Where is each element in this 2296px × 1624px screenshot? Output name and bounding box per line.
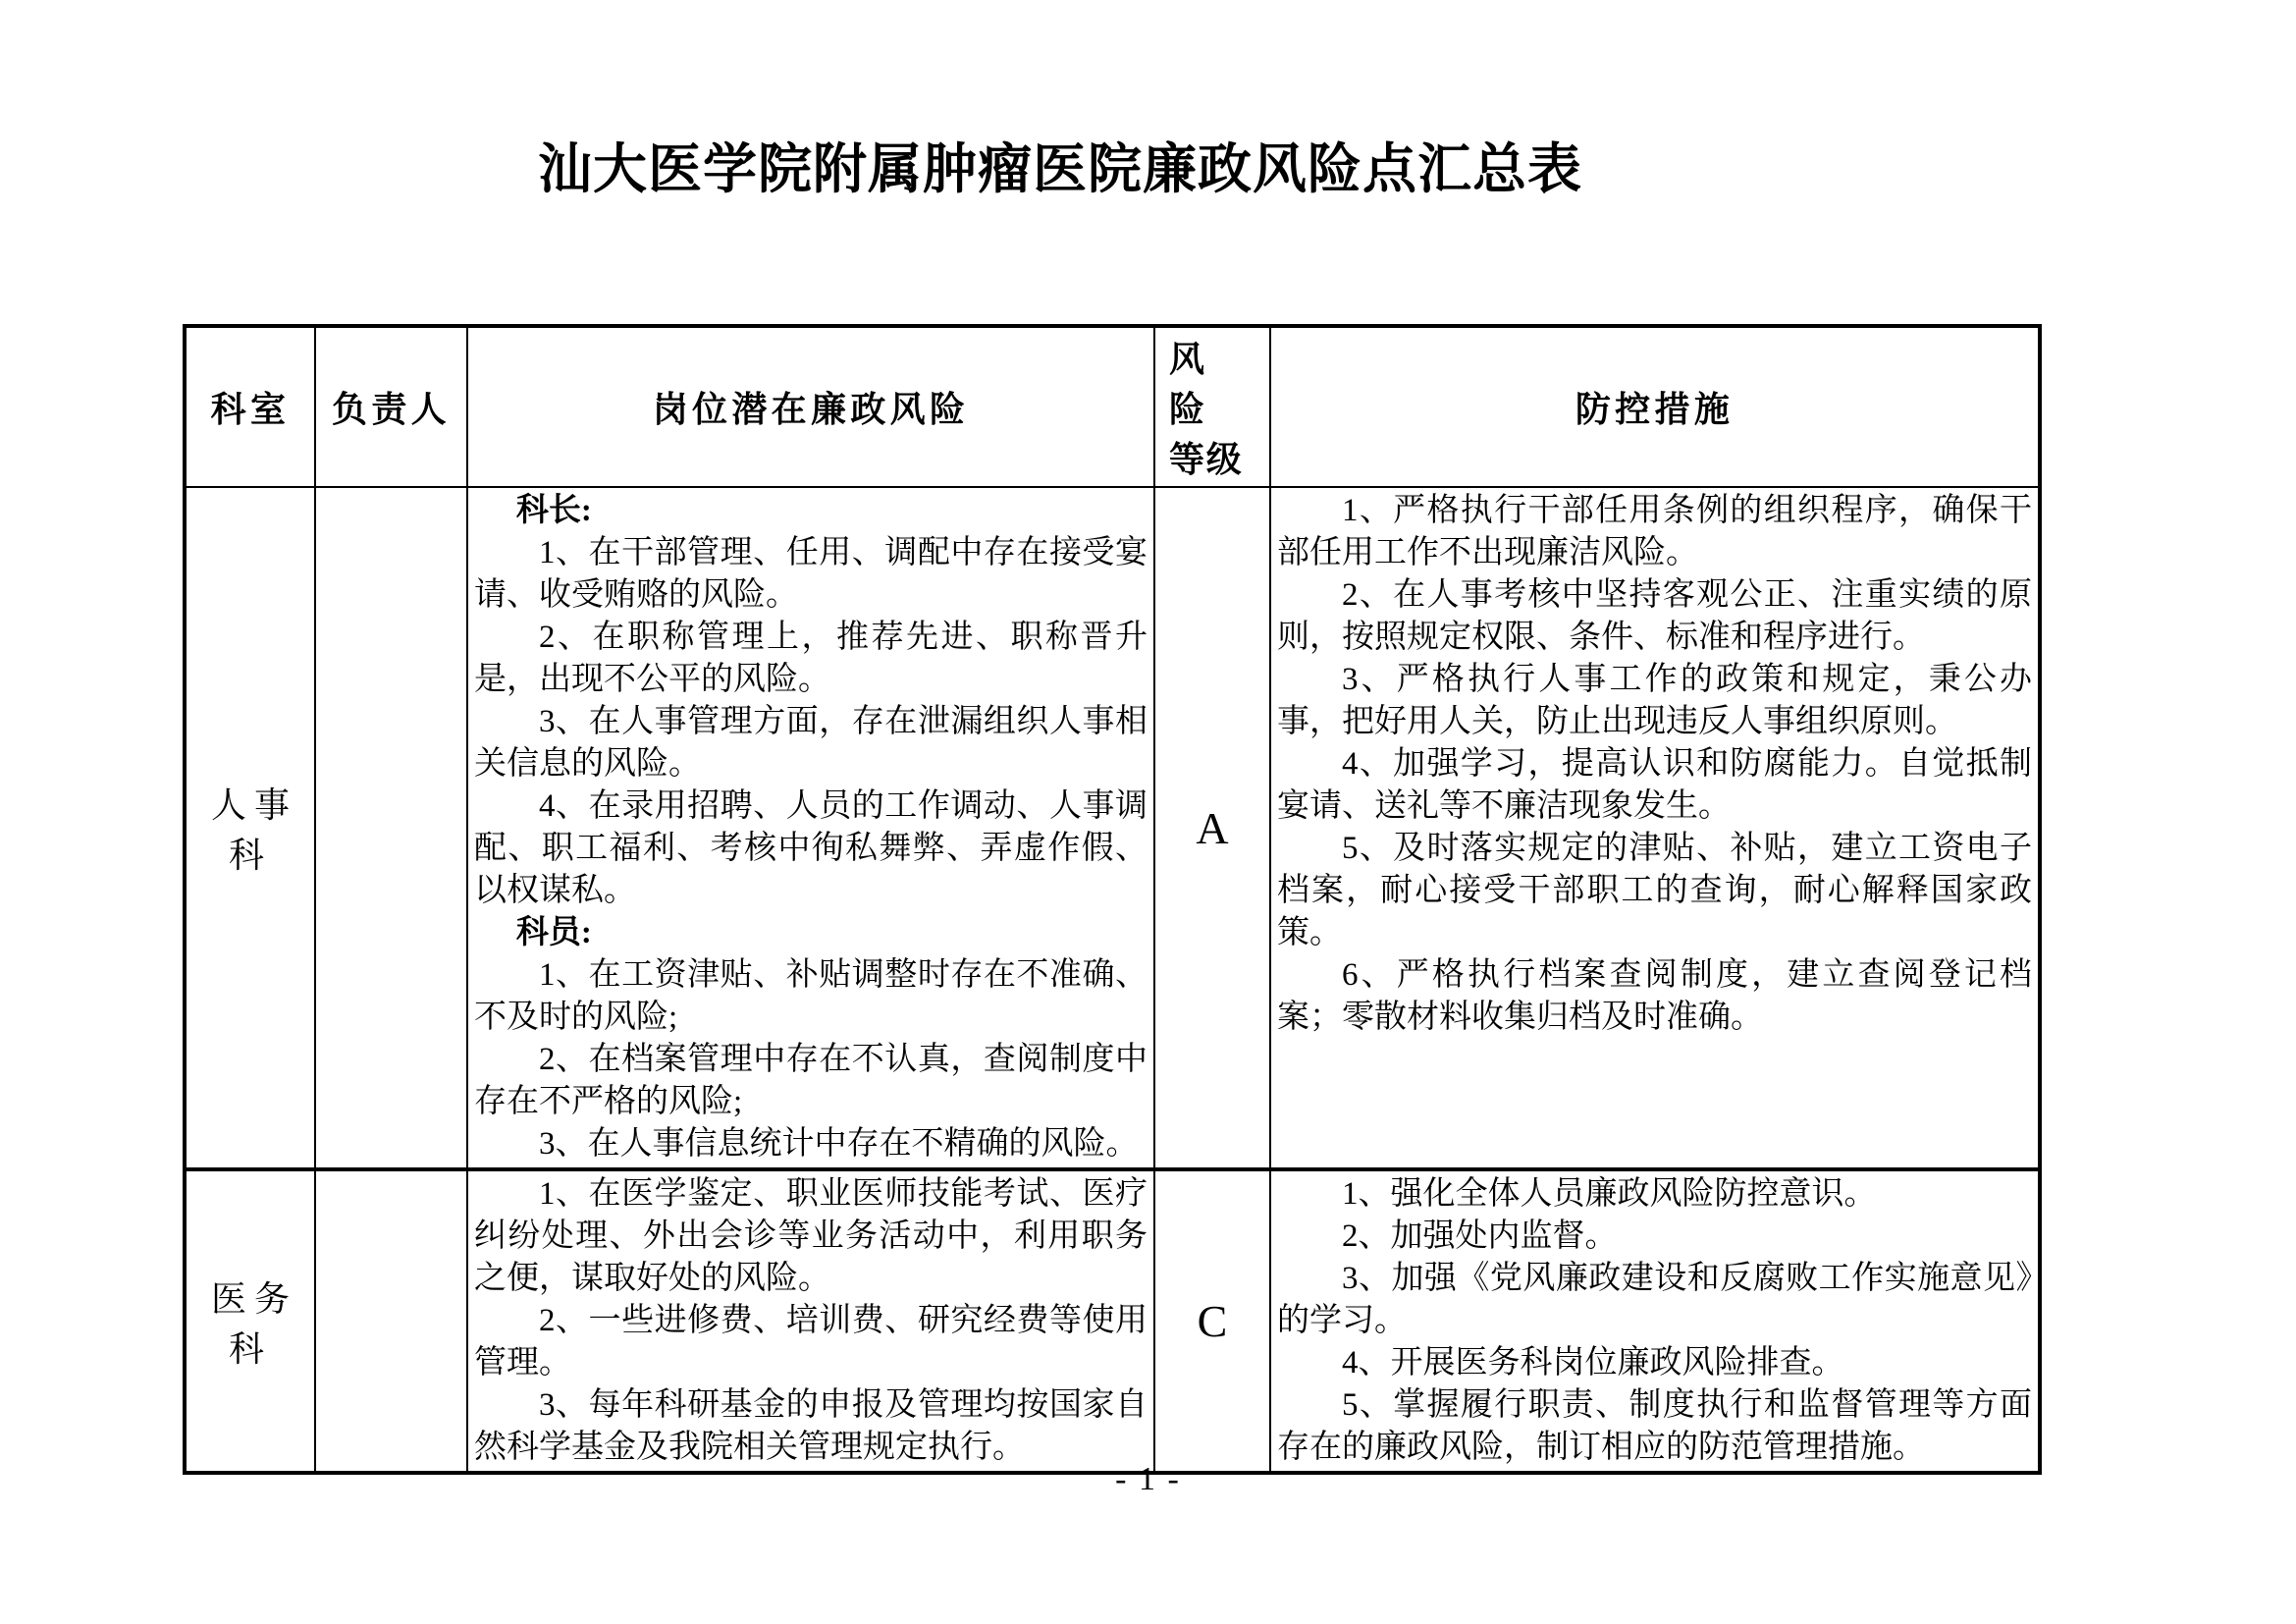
risk-paragraph: 3、在人事信息统计中存在不精确的风险。 bbox=[539, 1126, 1139, 1162]
measure-paragraph: 2、在人事考核中坚持客观公正、注重实绩的原则，按照规定权限、条件、标准和程序进行。 bbox=[1277, 577, 2032, 655]
measures-cell bbox=[1270, 1169, 2040, 1473]
risk-paragraph: 1、在干部管理、任用、调配中存在接受宴请、收受贿赂的风险。 bbox=[474, 535, 1148, 613]
risk-paragraph: 4、在录用招聘、人员的工作调动、人事调配、职工福利、考核中徇私舞弊、弄虚作假、以权谋私。 bbox=[474, 788, 1148, 908]
risk-paragraph: 2、在职称管理上，推荐先进、职称晋升是，出现不公平的风险。 bbox=[474, 620, 1148, 697]
risks-cell bbox=[467, 1169, 1154, 1473]
measure-paragraph: 4、加强学习，提高认识和防腐能力。自觉抵制宴请、送礼等不廉洁现象发生。 bbox=[1277, 746, 2032, 824]
manager-cell bbox=[315, 1169, 467, 1473]
risk-paragraph: 科员: bbox=[515, 915, 592, 950]
risk-paragraph: 3、在人事管理方面，存在泄漏组织人事相关信息的风险。 bbox=[474, 704, 1148, 782]
dept-cell: 医务科 bbox=[185, 1169, 315, 1473]
measure-paragraph: 5、及时落实规定的津贴、补贴，建立工资电子档案，耐心接受干部职工的查询，耐心解释国家政策。 bbox=[1277, 831, 2032, 950]
manager-cell bbox=[315, 487, 467, 1169]
risk-paragraph: 3、每年科研基金的申报及管理均按国家自然科学基金及我院相关管理规定执行。 bbox=[474, 1387, 1148, 1465]
table-row-medical bbox=[185, 1169, 2040, 1473]
measure-paragraph: 3、严格执行人事工作的政策和规定，秉公办事，把好用人关，防止出现违反人事组织原则。 bbox=[1277, 662, 2032, 739]
risk-paragraph: 2、一些进修费、培训费、研究经费等使用管理。 bbox=[474, 1303, 1148, 1380]
document-title: 汕大医学院附属肿瘤医院廉政风险点汇总表 bbox=[537, 139, 1582, 199]
measure-paragraph: 4、开展医务科岗位廉政风险排查。 bbox=[1342, 1345, 1844, 1380]
measure-paragraph: 5、掌握履行职责、制度执行和监督管理等方面存在的廉政风险，制订相应的防范管理措施。 bbox=[1277, 1387, 2032, 1465]
risks-cell bbox=[467, 487, 1154, 1169]
header-dept: 科室 bbox=[185, 326, 315, 487]
header-risk-level bbox=[1154, 326, 1270, 487]
header-risks: 岗位潜在廉政风险 bbox=[467, 326, 1154, 487]
risk-paragraph: 1、在工资津贴、补贴调整时存在不准确、不及时的风险; bbox=[474, 957, 1148, 1035]
measure-paragraph: 6、严格执行档案查阅制度，建立查阅登记档案；零散材料收集归档及时准确。 bbox=[1277, 957, 2032, 1035]
table-row-personnel bbox=[185, 487, 2040, 1169]
header-risk-level-line2: 等级 bbox=[1169, 440, 1244, 479]
measure-paragraph: 3、加强《党风廉政建设和反腐败工作实施意见》的学习。 bbox=[1277, 1261, 2032, 1338]
header-manager: 负责人 bbox=[315, 326, 467, 487]
table-header-row bbox=[185, 326, 2040, 487]
risk-paragraph: 1、在医学鉴定、职业医师技能考试、医疗纠纷处理、外出会诊等业务活动中，利用职务之便，谋取好处的风险。 bbox=[474, 1176, 1148, 1296]
risk-paragraph: 2、在档案管理中存在不认真，查阅制度中存在不严格的风险; bbox=[474, 1042, 1148, 1119]
risk-level-cell: A bbox=[1154, 487, 1270, 1169]
page-number: - 1 - bbox=[1115, 1461, 1181, 1497]
measure-paragraph: 2、加强处内监督。 bbox=[1342, 1218, 1618, 1254]
dept-cell: 人事科 bbox=[185, 487, 315, 1169]
measure-paragraph: 1、强化全体人员廉政风险防控意识。 bbox=[1342, 1176, 1877, 1212]
risk-summary-table bbox=[183, 324, 2042, 1475]
measures-cell bbox=[1270, 487, 2040, 1169]
risk-level-cell: C bbox=[1154, 1169, 1270, 1473]
header-risk-level-line1: 风 险 bbox=[1169, 340, 1209, 429]
header-measures: 防控措施 bbox=[1270, 326, 2040, 487]
measure-paragraph: 1、严格执行干部任用条例的组织程序，确保干部任用工作不出现廉洁风险。 bbox=[1277, 493, 2032, 570]
risk-paragraph: 科长: bbox=[515, 493, 592, 528]
